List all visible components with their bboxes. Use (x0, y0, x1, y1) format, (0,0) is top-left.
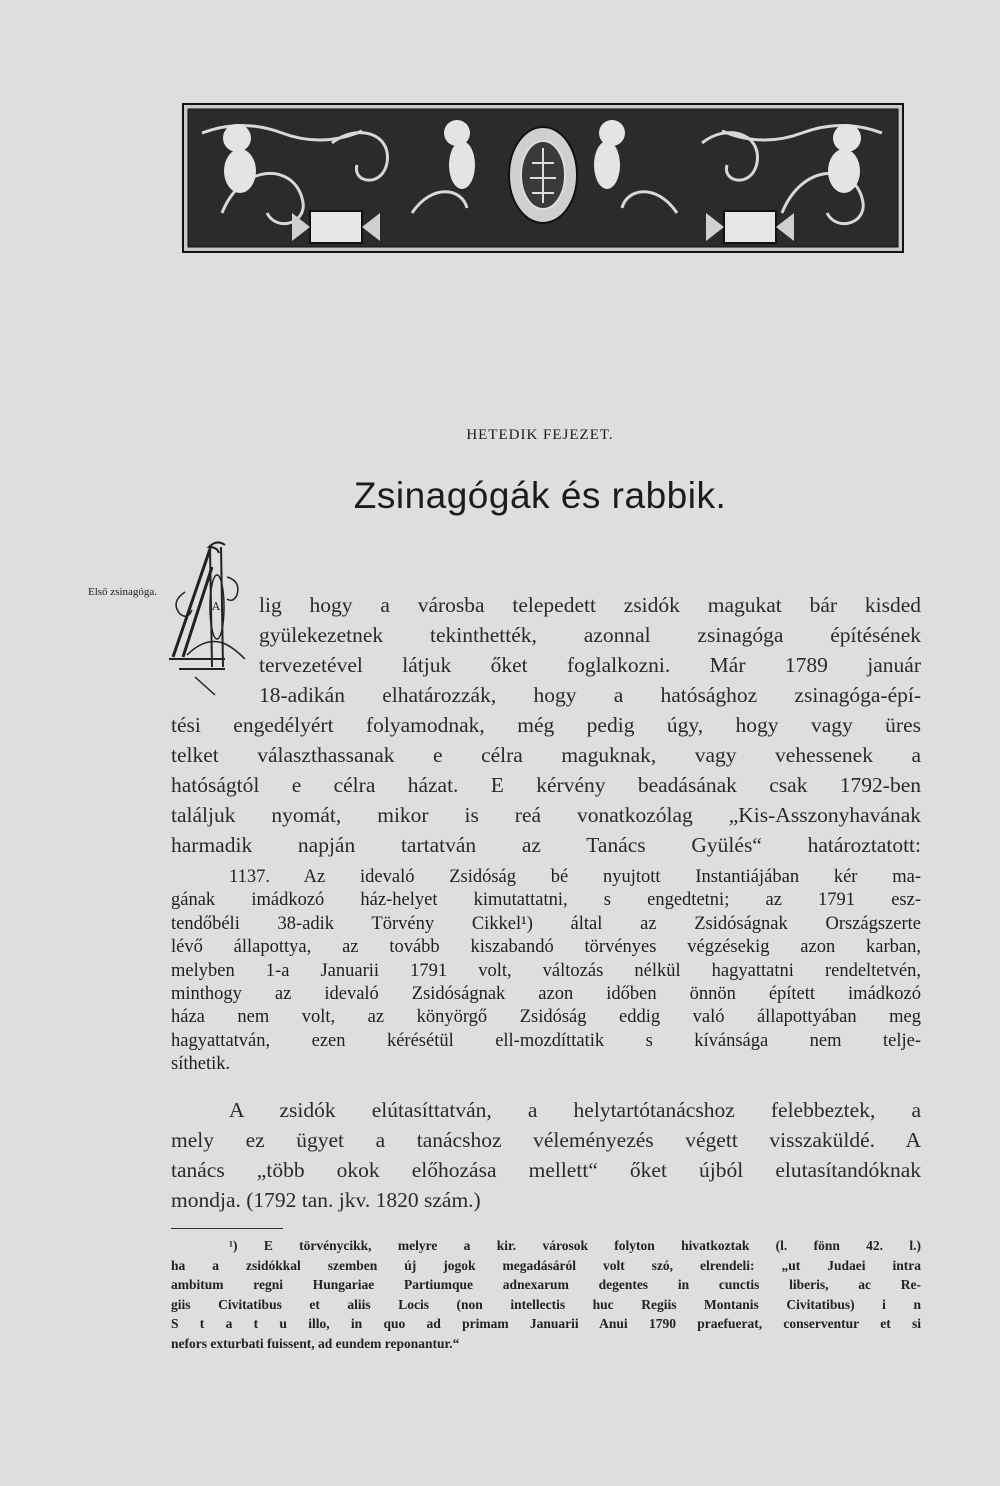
ornamental-headpiece (182, 103, 904, 253)
quote-line: síthetik. (171, 1054, 231, 1075)
text-line: hatóságtól e célra házat. E kérvény beadásának csak 1792-ben (171, 773, 921, 797)
text-line: tési engedélyért folyamodnak, még pedig úgy, hogy vagy üres (171, 713, 921, 737)
quote-line: gának imádkozó ház-helyet kimutattatni, s engedtetni; az 1791 esz- (171, 890, 921, 911)
quote-line: minthogy az idevaló Zsidóságnak azon időben önnön épített imádkozó (171, 984, 921, 1005)
quote-line: hagyattatván, ezen kérésétül ell-mozdíttatik s kívánsága nem telje- (171, 1030, 921, 1051)
initial-letter-glyph: A (212, 600, 220, 613)
council-decision-quote (171, 866, 921, 1077)
chapter-title: Zsinagógák és rabbik. (353, 475, 727, 516)
quote-line: melyben 1-a Januarii 1791 volt, változás nélkül hagyattatni rendeltetvén, (171, 960, 921, 981)
text-line: tanács „több okok előhozása mellett“ őket újból elutasítandóknak (171, 1158, 921, 1182)
chapter-number: HETEDIK FEJEZET. (466, 427, 614, 443)
quote-line: 1137. Az idevaló Zsidóság bé nyujtott Instantiájában kér ma- (229, 867, 921, 887)
footnote-line: ambitum regni Hungariae Partiumque adnexarum degentes in cunctis liberis, ac Re- (171, 1277, 921, 1292)
footnote-line: S t a t u illo, in quo ad primam Januarii Anui 1790 praefuerat, conserventur et si (171, 1316, 921, 1331)
footnote-line: giis Civitatibus et aliis Locis (non intellectis huc Regiis Montanis Civitatibus) i n (171, 1296, 921, 1312)
text-line: lig hogy a városba telepedett zsidók magukat bár kisded (259, 593, 921, 617)
paragraph-1 (171, 590, 921, 860)
text-line: találjuk nyomát, mikor is reá vonatkozólag „Kis-Asszonyhavának (171, 803, 921, 827)
text-line: gyülekezetnek tekinthették, azonnal zsinagóga építésének (259, 623, 921, 647)
footnote (171, 1236, 921, 1353)
quote-line: lévő állapottya, az tovább kiszabandó törvényes végzésekig azon karban, (171, 937, 921, 958)
text-line: tervezetével látjuk őket foglalkozni. Már 1789 január (259, 653, 921, 677)
footnote-line: ha a zsidókkal szemben új jogok megadásáról volt szó, elrendeli: „ut Judaei intra (171, 1257, 921, 1273)
margin-note: Első zsinagóga. (88, 586, 158, 598)
footnote-line: ¹) E törvénycikk, melyre a kir. városok folyton hivatkoztak (l. fönn 42. l.) (229, 1238, 921, 1253)
text-line: 18-adikán elhatározzák, hogy a hatósághoz zsinagóga-épí- (259, 683, 921, 707)
quote-line: háza nem volt, az könyörgő Zsidóság eddig való állapottyában meg (171, 1007, 921, 1028)
quote-line: tendőbéli 38-adik Törvény Cikkel¹) által az Zsidóságnak Országszerte (171, 913, 921, 934)
text-line: mely ez ügyet a tanácshoz véleményezés végett visszaküldé. A (171, 1128, 921, 1152)
footnote-divider (171, 1228, 283, 1229)
text-line: telket választhassanak e célra maguknak, vagy vehessenek a (171, 743, 921, 767)
text-line: A zsidók elútasíttatván, a helytartótanácshoz felebbeztek, a (229, 1098, 921, 1122)
text-line: mondja. (1792 tan. jkv. 1820 szám.) (171, 1188, 481, 1212)
footnote-line: nefors exturbati fuissent, ad eundem reponantur.“ (171, 1335, 460, 1351)
text-line: harmadik napján tartatván az Tanács Gyülés“ határoztatott: (171, 833, 921, 857)
paragraph-2 (171, 1095, 921, 1215)
